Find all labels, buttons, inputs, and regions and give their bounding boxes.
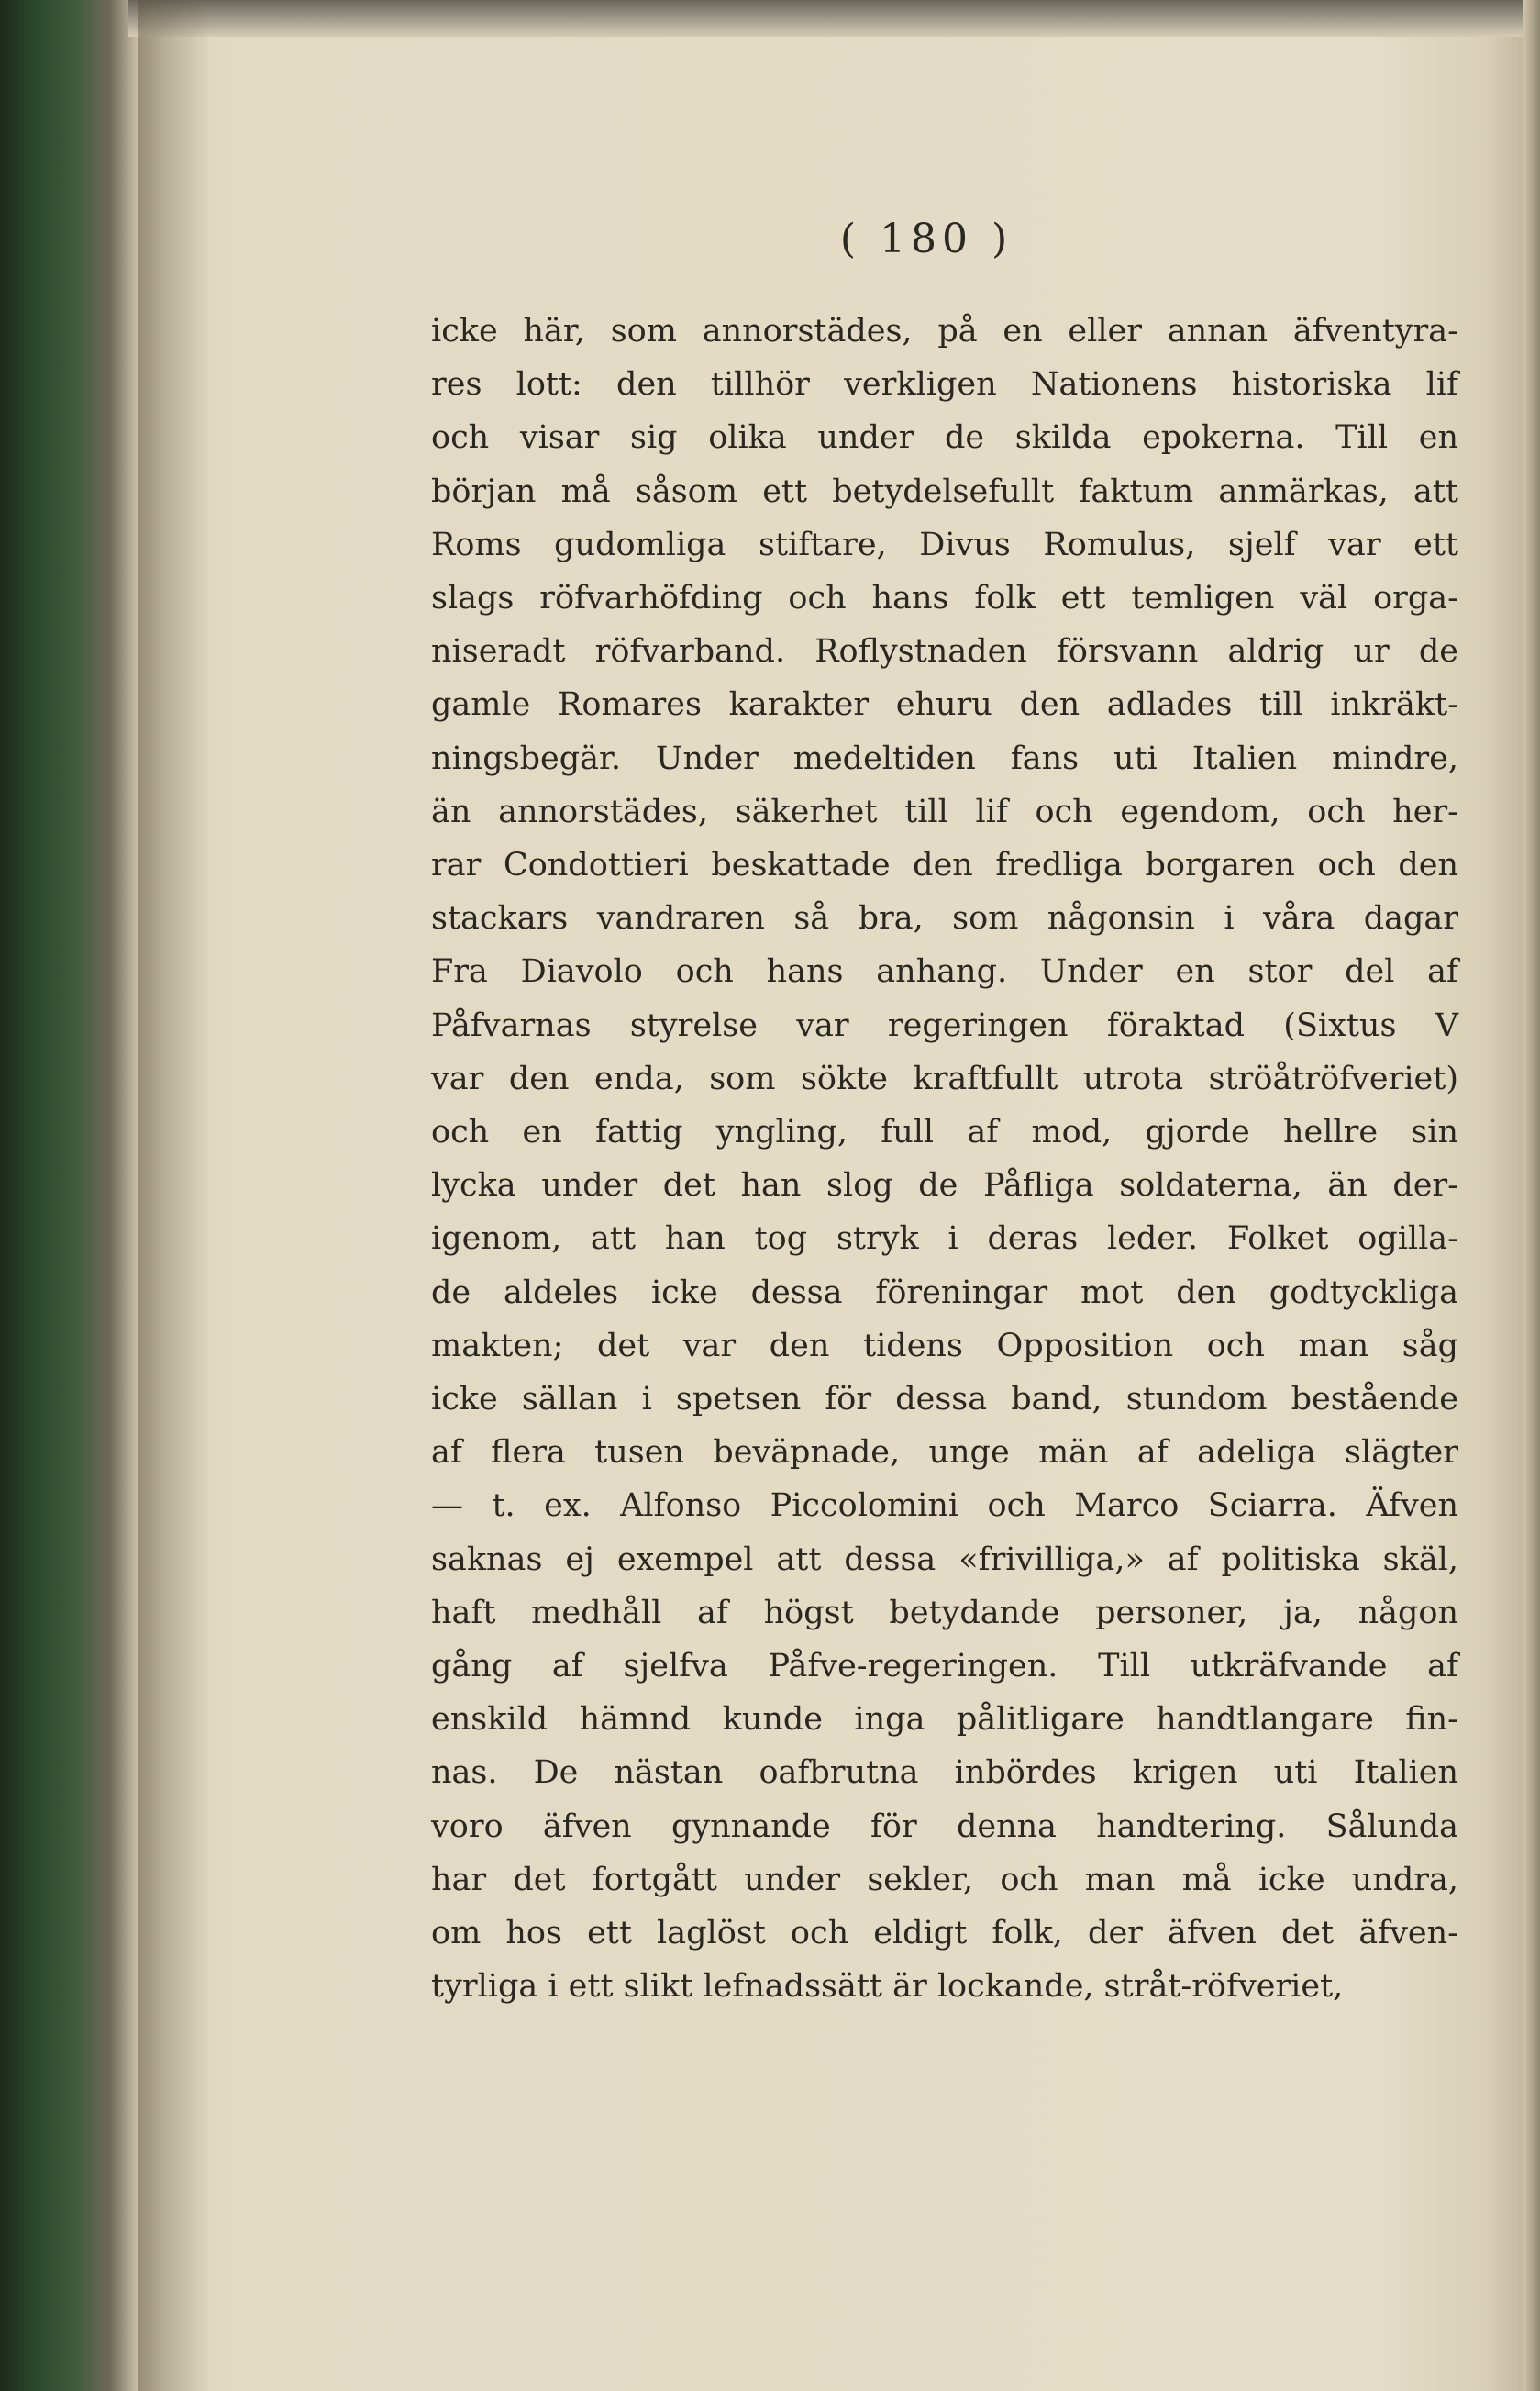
text-line: var den enda, som sökte kraftfullt utrota ströåtröfveriet) (431, 1060, 1458, 1097)
page-top-edge (128, 0, 1540, 37)
text-line: Roms gudomliga stiftare, Divus Romulus, sjelf var ett (431, 526, 1458, 563)
text-line: än annorstädes, säkerhet till lif och egendom, och her- (431, 793, 1458, 830)
text-line: saknas ej exempel att dessa «frivilliga,» af politiska skäl, (431, 1540, 1458, 1578)
text-line: nas. De nästan oafbrutna inbördes krigen uti Italien (431, 1754, 1458, 1792)
text-line: början må såsom ett betydelsefullt faktum anmärkas, att (431, 473, 1458, 510)
text-line: stackars vandraren så bra, som någonsin i våra dagar (431, 900, 1458, 938)
text-line: slags röfvarhöfding och hans folk ett temligen väl orga- (431, 580, 1458, 617)
text-line: res lott: den tillhör verkligen Nationens historiska lif (431, 366, 1458, 404)
text-line: tyrliga i ett slikt lefnadssätt är lockande, stråt-röfveriet, (431, 1968, 1344, 2006)
text-line: och en fattig yngling, full af mod, gjorde hellre sin (431, 1114, 1458, 1151)
text-line: ningsbegär. Under medeltiden fans uti Italien mindre, (431, 740, 1458, 777)
spine-shadow (138, 0, 211, 2391)
text-line: har det fortgått under sekler, och man må icke undra, (431, 1861, 1458, 1898)
text-line: gång af sjelfva Påfve-regeringen. Till utkräfvande af (431, 1648, 1458, 1685)
text-line: igenom, att han tog stryk i deras leder. Folket ogilla- (431, 1220, 1458, 1258)
text-line: Fra Diavolo och hans anhang. Under en stor del af (431, 953, 1458, 991)
text-line: och visar sig olika under de skilda epokerna. Till en (431, 419, 1458, 457)
text-line: voro äfven gynnande för denna handtering. Sålunda (431, 1807, 1458, 1845)
text-line: makten; det var den tidens Opposition och man såg (431, 1327, 1458, 1364)
text-line: niseradt röfvarband. Roflystnaden försvann aldrig ur de (431, 633, 1458, 671)
text-line: om hos ett laglöst och eldigt folk, der äfven det äfven- (431, 1915, 1458, 1952)
text-line: rar Condottieri beskattade den fredliga borgaren och den (431, 847, 1458, 884)
text-line: enskild hämnd kunde inga pålitligare handtlangare fin- (431, 1701, 1458, 1739)
page-body (431, 216, 1458, 2014)
text-line: icke sällan i spetsen för dessa band, stundom bestående (431, 1381, 1458, 1418)
text-line: icke här, som annorstädes, på en eller annan äfventyra- (431, 313, 1458, 350)
text-line: de aldeles icke dessa föreningar mot den godtyckliga (431, 1273, 1458, 1311)
body-text (431, 305, 1458, 2014)
page-right-edge (1523, 0, 1540, 2391)
text-line: haft medhåll af högst betydande personer, ja, någon (431, 1594, 1458, 1631)
text-line: gamle Romares karakter ehuru den adlades till inkräkt- (431, 686, 1458, 724)
text-line: lycka under det han slog de Påfliga soldaterna, än der- (431, 1167, 1458, 1205)
text-line: Påfvarnas styrelse var regeringen föraktad (Sixtus V (431, 1006, 1458, 1044)
text-line: af flera tusen beväpnade, unge män af adeliga slägter (431, 1434, 1458, 1472)
page-number: ( 180 ) (839, 216, 1014, 262)
text-line: — t. ex. Alfonso Piccolomini och Marco Sciarra. Äfven (431, 1487, 1458, 1525)
